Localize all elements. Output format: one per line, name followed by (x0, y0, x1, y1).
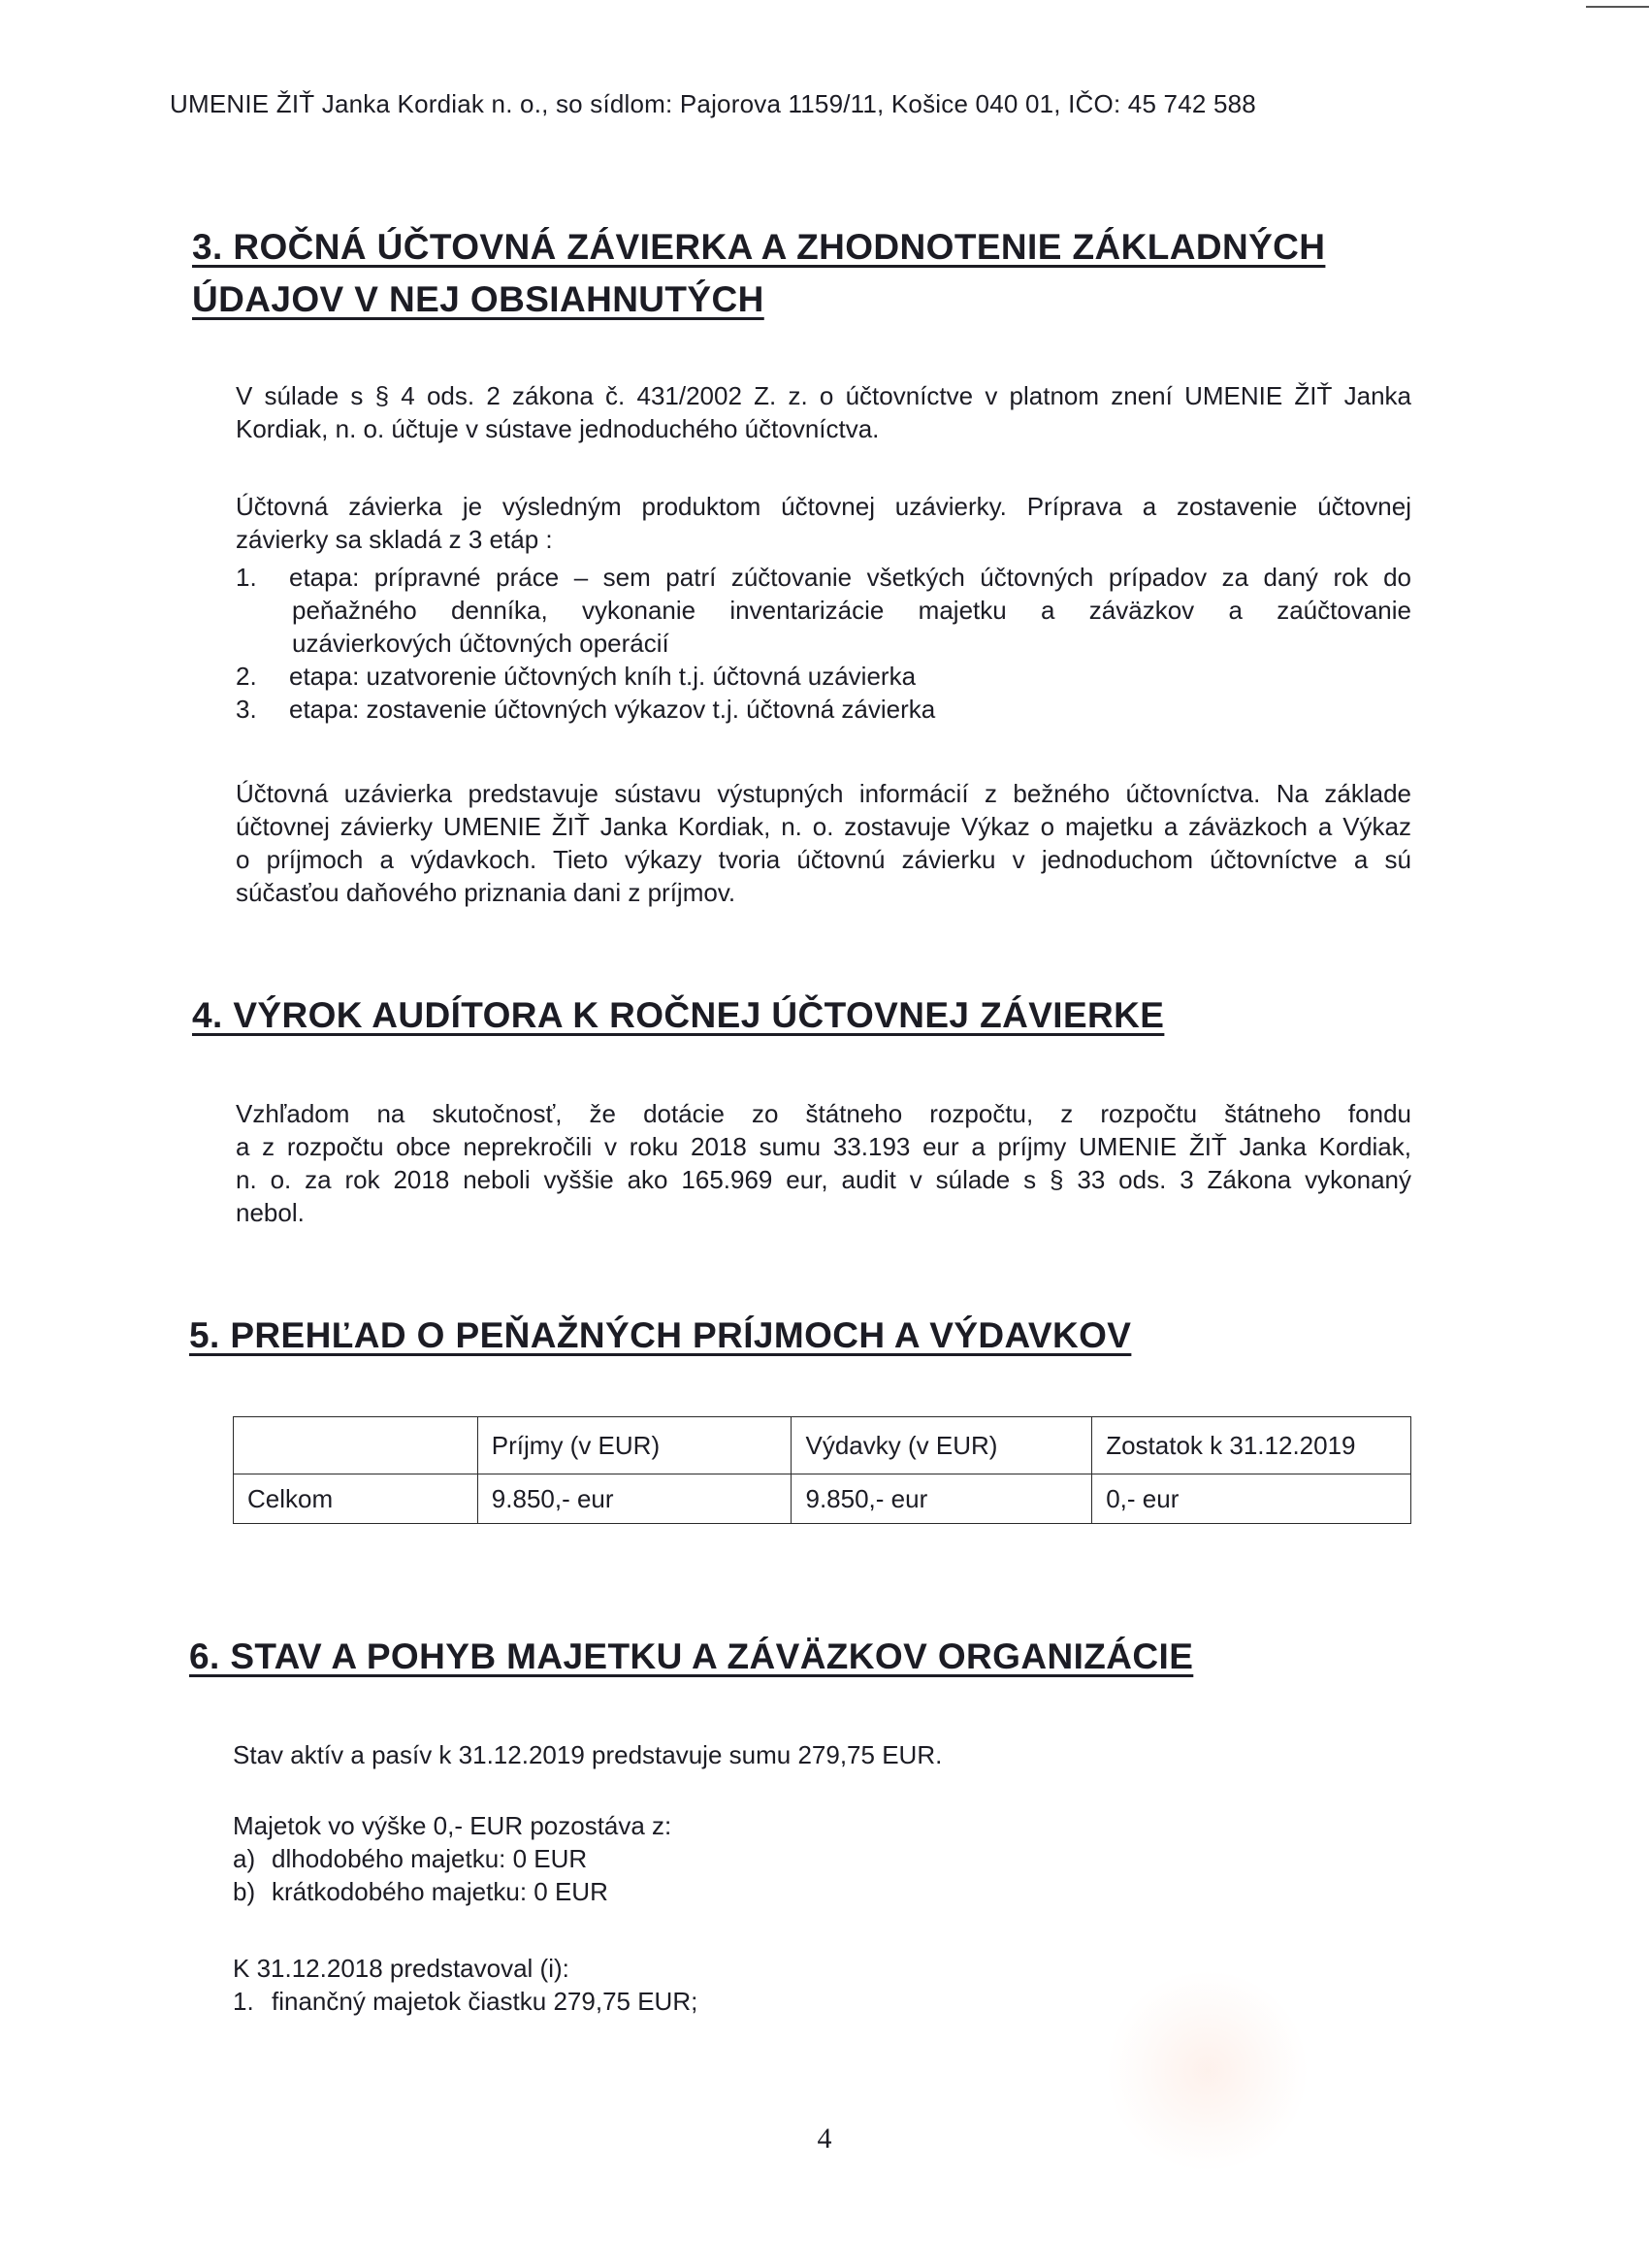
section-6-paragraph-2 (233, 1809, 1408, 1908)
text-line: Stav aktív a pasív k 31.12.2019 predstavuje sumu 279,75 EUR. (233, 1740, 943, 1769)
list-item (233, 1985, 1408, 2018)
list-number: 2. (236, 662, 257, 691)
text-line: závierky sa skladá z 3 etáp : (236, 525, 553, 554)
list-item (233, 1842, 1408, 1875)
section-3-heading-line-2: ÚDAJOV V NEJ OBSIAHNUTÝCH (192, 279, 764, 319)
text-line: etapa: zostavenie účtovných výkazov t.j. účtovná závierka (289, 695, 936, 724)
section-6-paragraph-3 (233, 1952, 1408, 2018)
list-item (233, 1875, 1408, 1908)
section-3-paragraph-1 (236, 379, 1411, 445)
page-number: 4 (817, 2122, 832, 2155)
section-3-paragraph-2 (236, 490, 1411, 556)
organization-header: UMENIE ŽIŤ Janka Kordiak n. o., so sídlom: Pajorova 1159/11, Košice 040 01, IČO: 45 742 588 (170, 89, 1256, 118)
list-marker: b) (233, 1877, 256, 1906)
table-header-cell: Príjmy (v EUR) (477, 1417, 792, 1474)
table-row (234, 1474, 1411, 1524)
list-item (236, 693, 1411, 726)
section-3-paragraph-3 (236, 777, 1411, 909)
text-line: peňažného denníka, vykonanie inventarizácie majetku a záväzkov a zaúčtovanie (292, 596, 1411, 625)
text-line: Kordiak, n. o. účtuje v sústave jednoduchého účtovníctva. (236, 414, 880, 443)
list-item (236, 561, 1411, 660)
scan-edge-mark (1586, 6, 1649, 8)
list-number: 3. (236, 695, 257, 724)
text-line: o príjmoch a výdavkoch. Tieto výkazy tvoria účtovnú závierku v jednoduchom účtovníctve a sú (236, 845, 1411, 874)
table-header-row (234, 1417, 1411, 1474)
text-line: Účtovná uzávierka predstavuje sústavu výstupných informácií z bežného účtovníctva. Na základe (236, 779, 1411, 808)
section-6-heading: 6. STAV A POHYB MAJETKU A ZÁVÄZKOV ORGANIZÁCIE (189, 1636, 1194, 1676)
text-line: dlhodobého majetku: 0 EUR (272, 1844, 588, 1873)
stages-list (236, 561, 1411, 726)
section-3-heading-line-1: 3. ROČNÁ ÚČTOVNÁ ZÁVIERKA A ZHODNOTENIE ZÁKLADNÝCH (192, 227, 1326, 267)
section-5-heading: 5. PREHĽAD O PEŇAŽNÝCH PRÍJMOCH A VÝDAVKOV (189, 1315, 1132, 1355)
income-expense-table (233, 1416, 1411, 1524)
list-number: 1. (233, 1987, 254, 2016)
text-line: a z rozpočtu obce neprekročili v roku 2018 sumu 33.193 eur a príjmy UMENIE ŽIŤ Janka Kordiak, (236, 1132, 1411, 1161)
list-number: 1. (236, 563, 257, 592)
text-line: V súlade s § 4 ods. 2 zákona č. 431/2002 Z. z. o účtovníctve v platnom znení UMENIE ŽIŤ Janka (236, 381, 1411, 410)
list-item (236, 660, 1411, 693)
text-line: krátkodobého majetku: 0 EUR (272, 1877, 608, 1906)
table-cell: 0,- eur (1092, 1474, 1411, 1524)
text-line: n. o. za rok 2018 neboli vyššie ako 165.969 eur, audit v súlade s § 33 ods. 3 Zákona vykonaný (236, 1165, 1411, 1194)
table-header-cell: Zostatok k 31.12.2019 (1092, 1417, 1411, 1474)
table-cell: 9.850,- eur (477, 1474, 792, 1524)
table-cell: Celkom (234, 1474, 478, 1524)
text-line: nebol. (236, 1198, 305, 1227)
section-6-paragraph-1 (233, 1738, 1408, 1771)
text-line: Účtovná závierka je výsledným produktom účtovnej uzávierky. Príprava a zostavenie účtovnej (236, 492, 1411, 521)
table-header-cell: Výdavky (v EUR) (792, 1417, 1092, 1474)
section-4-paragraph (236, 1097, 1411, 1229)
list-marker: a) (233, 1844, 256, 1873)
text-line: finančný majetok čiastku 279,75 EUR; (272, 1987, 698, 2016)
table-header-cell (234, 1417, 478, 1474)
text-line: Vzhľadom na skutočnosť, že dotácie zo štátneho rozpočtu, z rozpočtu štátneho fondu (236, 1099, 1411, 1128)
text-line: etapa: prípravné práce – sem patrí zúčtovanie všetkých účtovných prípadov za daný rok do (289, 563, 1411, 592)
text-line: etapa: uzatvorenie účtovných kníh t.j. účtovná uzávierka (289, 662, 917, 691)
text-line: uzávierkových účtovných operácií (292, 629, 669, 658)
table-cell: 9.850,- eur (792, 1474, 1092, 1524)
text-line: K 31.12.2018 predstavoval (i): (233, 1954, 569, 1983)
text-line: účtovnej závierky UMENIE ŽIŤ Janka Kordiak, n. o. zostavuje Výkaz o majetku a záväzkoch a Výkaz (236, 812, 1411, 841)
text-line: Majetok vo výške 0,- EUR pozostáva z: (233, 1811, 672, 1840)
text-line: súčasťou daňového priznania dani z príjmov. (236, 878, 736, 907)
section-4-heading: 4. VÝROK AUDÍTORA K ROČNEJ ÚČTOVNEJ ZÁVIERKE (192, 995, 1165, 1035)
